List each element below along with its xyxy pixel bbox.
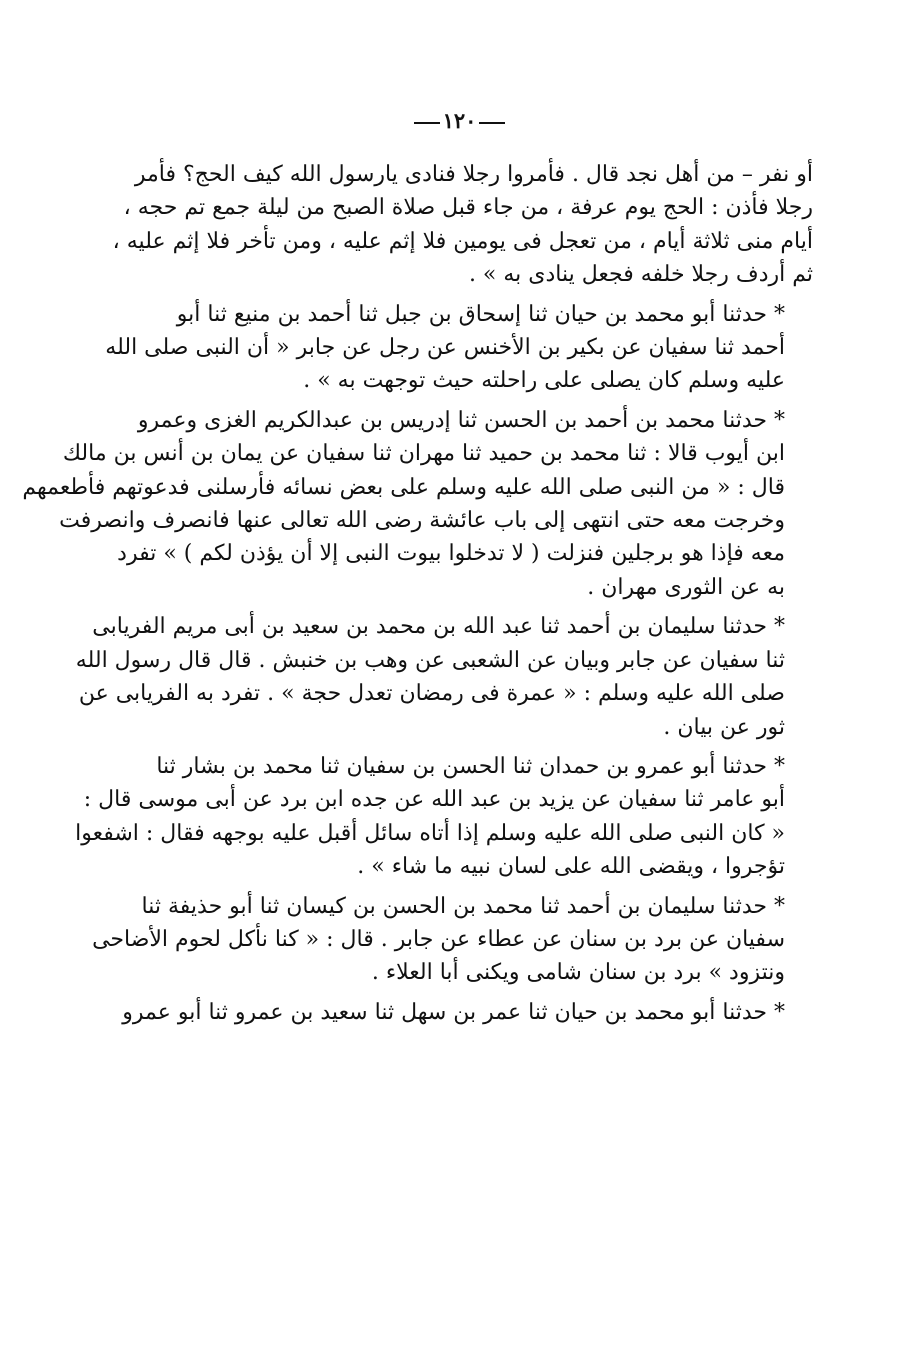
paragraph xyxy=(112,158,813,292)
text-line: أيام منى ثلاثة أيام ، من تعجل فى يومين فلا إثم عليه ، ومن تأخر فلا إثم عليه ، xyxy=(112,228,813,254)
text-line: به عن الثورى مهران . xyxy=(587,574,785,600)
page-number-value: ١٢٠ xyxy=(442,108,477,133)
text-line: ثنا سفيان عن جابر وبيان عن الشعبى عن وهب بن خنبش . قال قال رسول الله xyxy=(75,647,785,673)
text-line: * حدثنا سليمان بن أحمد ثنا عبد الله بن محمد بن سعيد بن أبى مريم الفريابى xyxy=(92,614,785,640)
text-line: * حدثنا أبو محمد بن حيان ثنا إسحاق بن جبل ثنا أحمد بن منيع ثنا أبو xyxy=(176,301,785,327)
text-line: صلى الله عليه وسلم : « عمرة فى رمضان تعدل حجة » . تفرد به الفريابى عن xyxy=(78,681,785,707)
text-line: أحمد ثنا سفيان عن بكير بن الأخنس عن رجل عن جابر « أن النبى صلى الله xyxy=(105,335,785,361)
text-line: « كان النبى صلى الله عليه وسلم إذا أتاه سائل أقبل عليه بوجهه فقال : اشفعوا xyxy=(75,820,785,846)
paragraph xyxy=(75,750,813,884)
text-line: ثم أردف رجلا خلفه فجعل ينادى به » . xyxy=(468,262,813,288)
text-line: أو نفر – من أهل نجد قال . فأمروا رجلا فنادى يارسول الله كيف الحج؟ فأمر xyxy=(134,162,813,187)
text-line: وخرجت معه حتى انتهى إلى باب عائشة رضى الله تعالى عنها فانصرف وانصرفت xyxy=(59,508,785,534)
text-line: * حدثنا أبو عمرو بن حمدان ثنا الحسن بن سفيان ثنا محمد بن بشار ثنا xyxy=(156,753,785,779)
paragraph xyxy=(22,404,813,604)
paragraph xyxy=(75,610,813,744)
paragraph xyxy=(118,996,813,1029)
text-line: قال : « من النبى صلى الله عليه وسلم على بعض نسائه فأرسلنى فدعوتهم فأطعمهم xyxy=(22,474,785,500)
text-line: * حدثنا أبو محمد بن حيان ثنا عمر بن سهل ثنا سعيد بن عمرو ثنا أبو عمرو xyxy=(122,999,785,1025)
text-line: رجلا فأذن : الحج يوم عرفة ، من جاء قبل صلاة الصبح من ليلة جمع تم حجه ، xyxy=(123,195,813,221)
paragraph xyxy=(105,298,813,398)
text-line: معه فإذا هو برجلين فنزلت ( لا تدخلوا بيوت النبى إلا أن يؤذن لكم ) » تفرد xyxy=(117,541,785,567)
body-text xyxy=(22,158,813,1035)
text-line: * حدثنا محمد بن أحمد بن الحسن ثنا إدريس بن عبدالكريم الغزى وعمرو xyxy=(137,407,785,433)
text-line: أبو عامر ثنا سفيان عن يزيد بن عبد الله عن جده ابن برد عن أبى موسى قال : xyxy=(83,787,785,813)
text-line: سفيان عن برد بن سنان عن عطاء عن جابر . قال : « كنا نأكل لحوم الأضاحى xyxy=(92,926,785,952)
page-number-dash-right xyxy=(479,122,505,124)
text-line: تؤجروا ، ويقضى الله على لسان نبيه ما شاء » . xyxy=(357,854,785,880)
text-line: ابن أيوب قالا : ثنا محمد بن حميد ثنا مهران ثنا سفيان عن يمان بن أنس بن مالك xyxy=(62,441,785,467)
page-number xyxy=(0,108,919,133)
text-line: عليه وسلم كان يصلى على راحلته حيث توجهت به » . xyxy=(303,368,785,394)
page-number-dash-left xyxy=(414,122,440,124)
text-line: ثور عن بيان . xyxy=(663,714,785,740)
text-line: ونتزود » برد بن سنان شامى ويكنى أبا العلاء . xyxy=(371,960,785,986)
text-line: * حدثنا سليمان بن أحمد ثنا محمد بن الحسن بن كيسان ثنا أبو حذيفة ثنا xyxy=(141,893,785,919)
paragraph xyxy=(92,890,813,990)
